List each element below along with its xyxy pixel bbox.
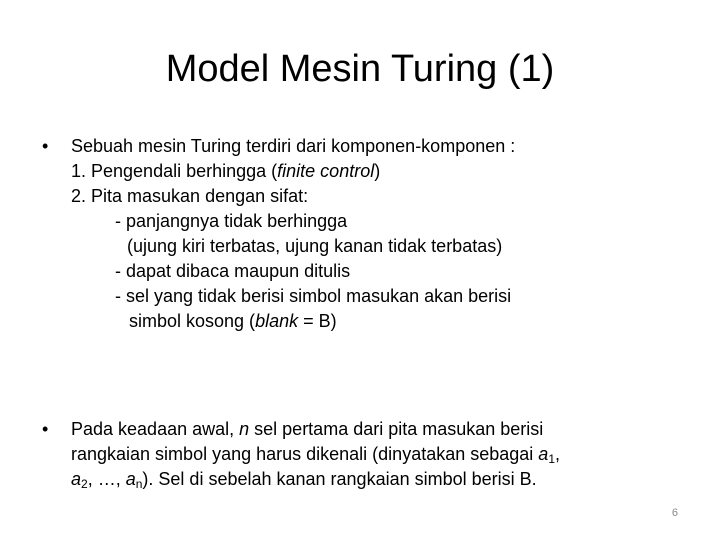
tape-property-note [44,234,684,259]
paragraph-text: Pada keadaan awal, [71,419,240,439]
slide-title: Model Mesin Turing (1) [165,48,555,90]
list-item-text: 1. Pengendali berhingga ( [71,161,278,181]
bullet-turing-components [44,134,684,334]
bullet-line [44,442,684,467]
math-variable: a [538,444,549,464]
math-variable: a [125,469,136,489]
math-subscript: 1 [548,452,555,466]
bullet-line [44,467,684,492]
list-item-term: finite control [277,161,375,181]
bullet-icon: • [42,136,49,156]
property-text: (ujung kiri terbatas, ujung kanan tidak terbatas) [127,236,503,256]
bullet-initial-state [44,417,684,492]
property-text: - sel yang tidak berisi simbol masukan akan berisi [115,286,512,306]
paragraph-text: ). Sel di sebelah kanan rangkaian simbol berisi B. [142,469,537,489]
list-item-text: 2. Pita masukan dengan sifat: [71,186,309,206]
bullet-icon: • [42,419,49,439]
property-text: simbol kosong ( [129,311,256,331]
math-subscript: n [135,477,143,491]
property-text: = B) [298,311,337,331]
paragraph-text: sel pertama dari pita masukan berisi [249,419,544,439]
bullet-line [44,417,684,442]
math-variable: a [71,469,82,489]
paragraph-text: , [555,444,561,464]
list-item-text: ) [374,161,381,181]
property-text: - dapat dibaca maupun ditulis [115,261,351,281]
tape-property-blank [44,284,684,309]
tape-property-infinite [44,209,684,234]
bullet-line [44,134,684,159]
tape-property-read-write [44,259,684,284]
components-intro: Sebuah mesin Turing terdiri dari komponen-komponen : [71,136,516,156]
property-text: - panjangnya tidak berhingga [115,211,348,231]
tape-property-blank-cont [44,309,684,334]
list-item-finite-control [44,159,684,184]
math-variable: n [239,419,250,439]
list-item-input-tape [44,184,684,209]
paragraph-text: rangkaian simbol yang harus dikenali (dinyatakan sebagai [71,444,539,464]
page-number: 6 [671,507,678,519]
property-term: blank [255,311,299,331]
paragraph-text: , …, [87,469,126,489]
math-subscript: 2 [81,477,88,491]
